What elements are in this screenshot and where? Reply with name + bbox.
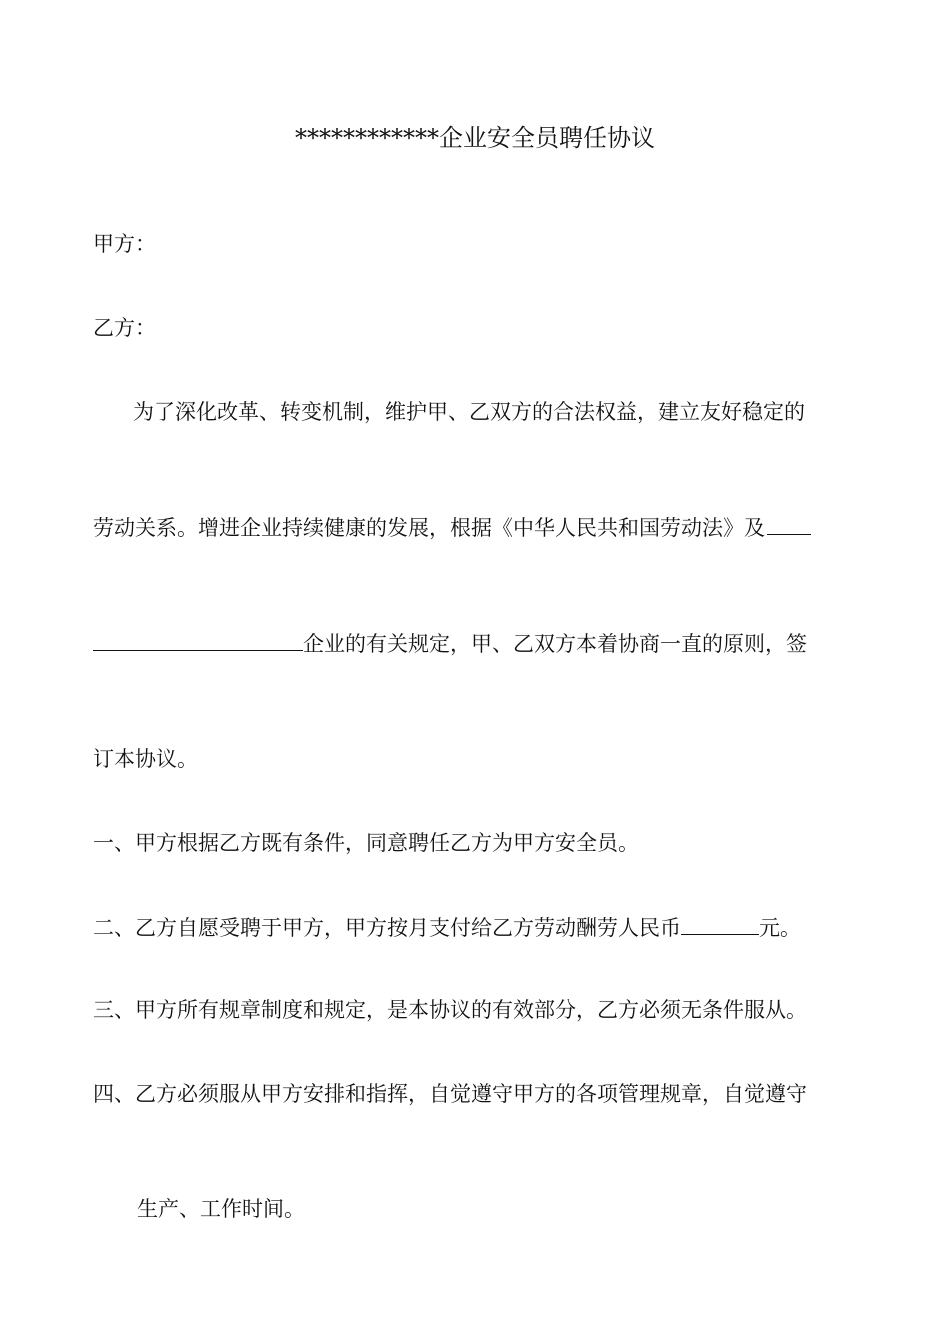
clause-2 [93,912,860,942]
clause-3 [93,996,860,1024]
clause-2-suffix: 元。 [759,916,801,940]
preamble-line-1 [93,398,860,426]
preamble-line-2 [93,512,860,542]
preamble-text-3: 企业的有关规定，甲、乙双方本着协商一直的原则，签 [303,632,807,656]
document-title: ************企业安全员聘任协议 [295,124,655,152]
clause-4-line-2 [93,1195,860,1223]
clause-3-text: 三、甲方所有规章制度和规定，是本协议的有效部分，乙方必须无条件服从。 [93,998,807,1022]
party-a-label: 甲方： [93,232,156,256]
preamble-line-4 [93,745,860,773]
preamble-line-3 [93,628,860,658]
clause-4-text-2: 生产、工作时间。 [137,1197,305,1221]
party-b-label: 乙方： [93,316,156,340]
preamble-text-1: 为了深化改革、转变机制，维护甲、乙双方的合法权益，建立友好稳定的 [133,400,805,424]
fill-blank-regulation-start [767,512,811,535]
clause-4-line-1 [93,1080,860,1108]
clause-2-text: 二、乙方自愿受聘于甲方，甲方按月支付给乙方劳动酬劳人民币 [93,916,681,940]
clause-1 [93,829,860,857]
clause-4-text-1: 四、乙方必须服从甲方安排和指挥，自觉遵守甲方的各项管理规章，自觉遵守 [93,1082,807,1106]
preamble-text-2: 劳动关系。增进企业持续健康的发展，根据《中华人民共和国劳动法》及 [93,516,765,540]
preamble-text-4: 订本协议。 [93,747,198,771]
fill-blank-regulation-end [93,628,303,651]
clause-1-text: 一、甲方根据乙方既有条件，同意聘任乙方为甲方安全员。 [93,831,639,855]
fill-blank-salary [681,912,759,935]
